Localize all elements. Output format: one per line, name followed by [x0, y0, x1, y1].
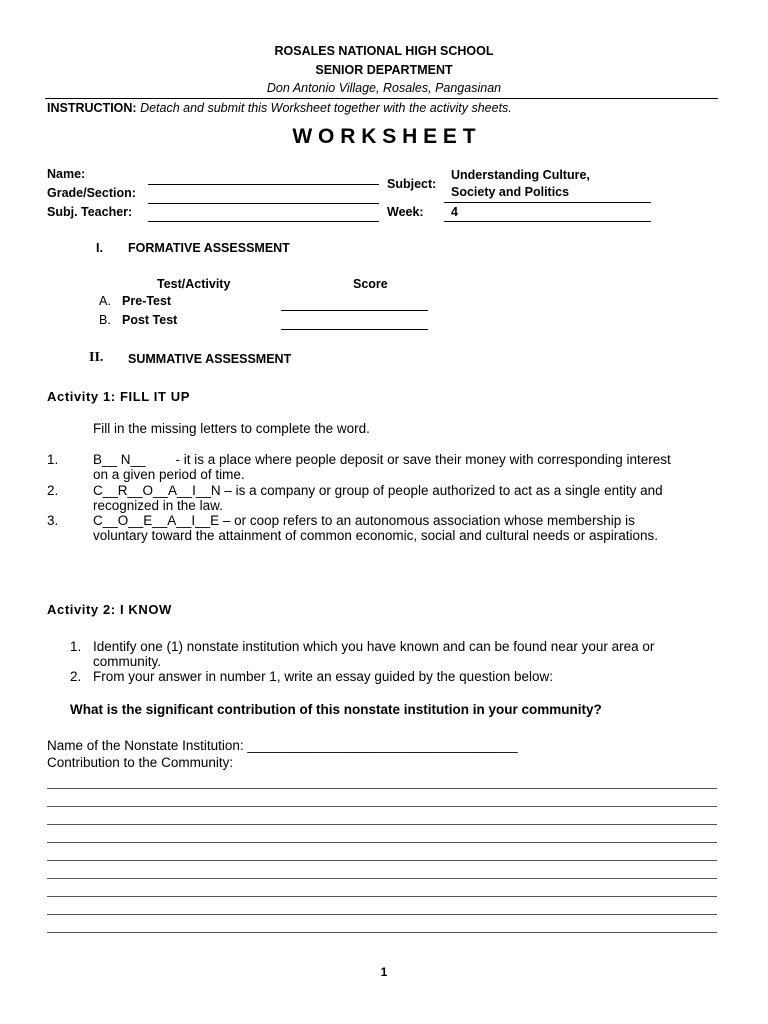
pretest-score-field[interactable]	[281, 310, 428, 311]
name-label: Name:	[47, 167, 86, 181]
nonstate-institution-name-field[interactable]: Name of the Nonstate Institution: ____________________________________	[47, 738, 518, 753]
activity1-item2-line1: C__R__O__A__I__N – is a company or group of people authorized to act as a single entity and	[93, 483, 663, 498]
answer-line[interactable]	[47, 788, 717, 789]
subject-value-line1: Understanding Culture,	[451, 168, 590, 182]
subject-label: Subject:	[387, 177, 437, 191]
activity2-title: Activity 2: I KNOW	[47, 602, 172, 617]
answer-line[interactable]	[47, 914, 717, 915]
week-value: 4	[451, 205, 458, 219]
activity1-item1-line1: B__ N__ - it is a place where people deposit or save their money with corresponding interest	[93, 452, 671, 467]
posttest-label: Post Test	[122, 313, 178, 327]
score-column-header: Score	[353, 277, 388, 291]
instruction-line	[47, 101, 512, 115]
instruction-text: Detach and submit this Worksheet together with the activity sheets.	[140, 101, 512, 115]
page-number: 1	[380, 965, 388, 979]
activity1-item3-number: 3.	[47, 513, 59, 528]
pretest-label: Pre-Test	[122, 294, 172, 308]
week-underline	[444, 221, 651, 222]
activity1-instruction: Fill in the missing letters to complete the word.	[93, 421, 370, 436]
activity1-item3-line1: C__O__E__A__I__E – or coop refers to an autonomous association whose membership is	[93, 513, 635, 528]
teacher-label: Subj. Teacher:	[47, 205, 133, 219]
instruction-label: INSTRUCTION:	[47, 101, 137, 115]
department-name: SENIOR DEPARTMENT	[315, 63, 453, 77]
grade-field[interactable]	[148, 203, 379, 204]
teacher-field[interactable]	[148, 221, 379, 222]
summative-numeral: II.	[89, 350, 104, 365]
activity2-item2-line1: From your answer in number 1, write an essay guided by the question below:	[93, 669, 553, 684]
page-title: W O R K S H E E T	[292, 125, 476, 148]
subject-value-line2: Society and Politics	[451, 185, 570, 199]
answer-line[interactable]	[47, 842, 717, 843]
activity1-item2-number: 2.	[47, 483, 59, 498]
activity2-item1-number: 1.	[70, 639, 82, 654]
grade-label: Grade/Section:	[47, 186, 136, 200]
header-divider	[45, 98, 718, 99]
activity2-question: What is the significant contribution of this nonstate institution in your community?	[70, 702, 602, 717]
week-label: Week:	[387, 205, 424, 219]
activity1-item1-number: 1.	[47, 452, 59, 467]
contribution-label: Contribution to the Community:	[47, 755, 234, 770]
pretest-letter: A.	[99, 294, 111, 308]
activity1-item3-line2: voluntary toward the attainment of common economic, social and cultural needs or aspirations.	[93, 528, 659, 543]
activity1-title: Activity 1: FILL IT UP	[47, 389, 190, 404]
subject-underline	[444, 202, 651, 203]
answer-line[interactable]	[47, 824, 717, 825]
answer-line[interactable]	[47, 860, 717, 861]
name-field[interactable]	[148, 184, 379, 185]
activity2-item2-number: 2.	[70, 669, 82, 684]
posttest-score-field[interactable]	[281, 329, 428, 330]
activity1-item2-line2: recognized in the law.	[93, 498, 223, 513]
activity1-item1-line2: on a given period of time.	[93, 467, 245, 482]
answer-line[interactable]	[47, 896, 717, 897]
summative-title: SUMMATIVE ASSESSMENT	[128, 352, 292, 366]
formative-numeral: I.	[96, 241, 103, 255]
answer-line[interactable]	[47, 932, 717, 933]
answer-line[interactable]	[47, 878, 717, 879]
formative-title: FORMATIVE ASSESSMENT	[128, 241, 290, 255]
activity2-item1-line1: Identify one (1) nonstate institution which you have known and can be found near your area or	[93, 639, 655, 654]
test-column-header: Test/Activity	[157, 277, 231, 291]
school-name: ROSALES NATIONAL HIGH SCHOOL	[274, 44, 494, 58]
school-address: Don Antonio Village, Rosales, Pangasinan	[266, 81, 502, 95]
answer-line[interactable]	[47, 806, 717, 807]
activity2-item1-line2: community.	[93, 654, 162, 669]
posttest-letter: B.	[99, 313, 111, 327]
